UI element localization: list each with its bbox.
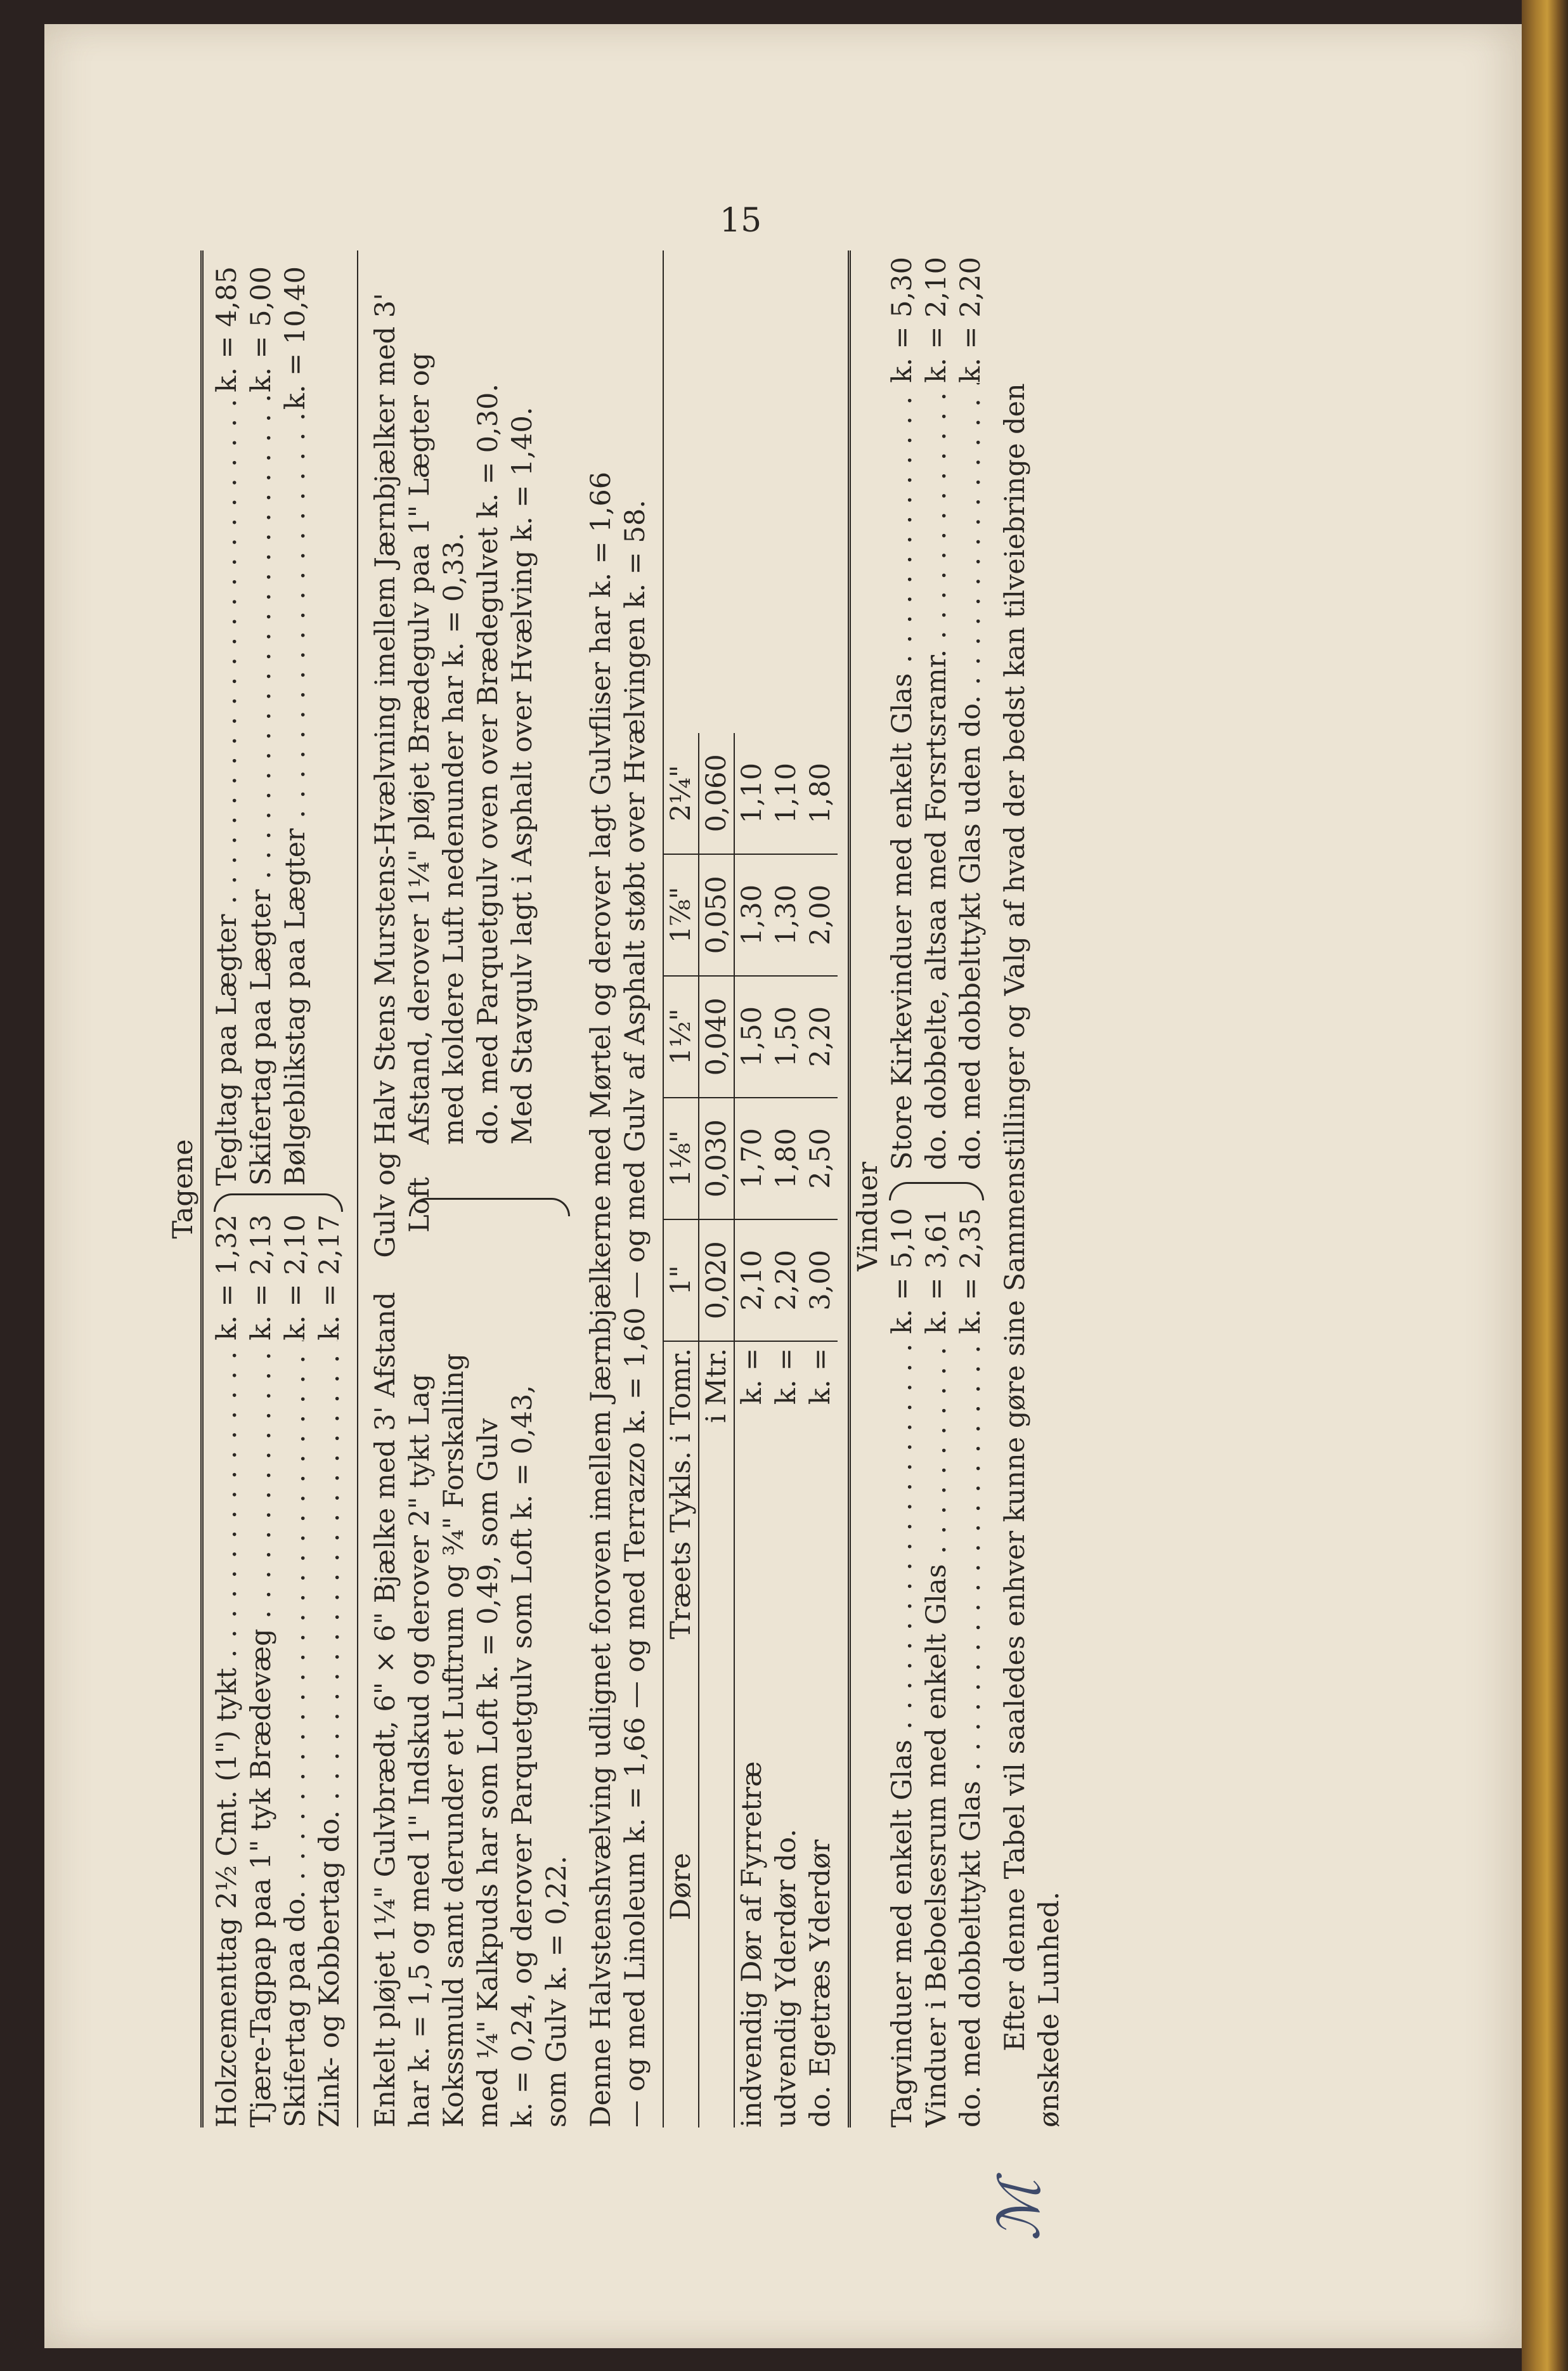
text-line: Denne Halvstenshvælving udlignet foroven imellem Jærnbjælkerne med Mørtel og derover lagt Gulvfliser har k. = 1,66 <box>585 471 617 2127</box>
section-vinduer <box>851 250 1077 2127</box>
text-line: — og med Linoleum k. = 1,66 — og med Terrazzo k. = 1,60 — og med Gulv af Asphalt støbt over Hvælvingen k. = 58. <box>619 500 651 2127</box>
text-line: 1,10 <box>769 733 803 854</box>
text-line: 1,50 <box>734 976 769 1098</box>
tagene-row <box>278 266 313 1186</box>
text-line: har k. = 1,5 og med 1" Indskud og derover 2" tykt Lag <box>404 1374 436 2127</box>
text-line: k. = 4,85 <box>211 266 243 393</box>
tagene-right-list <box>210 266 347 1186</box>
text-line: Bølgeblikstag paa Lægter <box>280 828 311 1186</box>
text-line: 1,80 <box>803 733 838 854</box>
text-line: Tagvinduer med enkelt Glas <box>886 1739 918 2127</box>
book-spine-edge <box>1522 0 1568 2371</box>
text-line: Store Kirkevinduer med enkelt Glas <box>886 673 918 1170</box>
text-line: Skifertag paa Lægter <box>245 889 277 1186</box>
text-line: k. = <box>770 1348 802 1405</box>
tagene-row <box>210 266 244 1186</box>
text-line: 2,10 <box>734 1219 769 1341</box>
gulv-title: Gulv og Loft <box>370 1152 436 1258</box>
text-line: med ¼" Kalkpuds har som Loft k. = 0,49, som Gulv <box>472 1418 504 2127</box>
page-number: 15 <box>720 202 762 240</box>
tagene-row <box>244 1214 278 2127</box>
text-line: k. = 2,17 <box>314 1214 346 1341</box>
text-line: k. = 10,40 <box>280 266 311 410</box>
tagene-title: Tagene <box>167 1139 199 1239</box>
text-line: Enkelt pløjet 1¼" Gulvbrædt, 6" × 6" Bjælke med 3' Afstand <box>370 1292 401 2127</box>
text-line: 1,10 <box>734 733 769 854</box>
text-line: 1,30 <box>734 854 769 976</box>
text-line: 0,040 <box>699 976 734 1098</box>
text-line: k. = 2,20 <box>955 257 987 383</box>
brace <box>409 1198 570 1217</box>
text-line: k. = <box>736 1348 768 1405</box>
text-line: Med Stavgulv lagt i Asphalt over Hvælving k. = 1,40. <box>507 406 538 1145</box>
text-line: indvendig Dør af Fyrretræ <box>736 1761 768 2127</box>
text-line: k. = 5,00 <box>245 266 277 393</box>
doere-title: Døre <box>664 1646 699 2127</box>
tagene-row <box>210 1214 244 2127</box>
text-line: Tjære-Tagpap paa 1" tyk Brædevæg <box>245 1628 277 2127</box>
closing-paragraph <box>988 250 1066 2127</box>
handwritten-margin-mark: ℳ <box>986 2179 1053 2241</box>
text-line: 0,030 <box>699 1098 734 1219</box>
text-line: Holzcementtag 2½ Cmt. (1") tykt <box>211 1668 243 2127</box>
text-line: do. Egetræs Yderdør <box>805 1839 836 2127</box>
text-line: k. = <box>805 1348 836 1405</box>
text-line: k. = 2,35 <box>955 1208 987 1334</box>
text-line: k. = 2,10 <box>280 1214 311 1341</box>
text-line: Tegltag paa Lægter <box>211 914 243 1186</box>
table-row <box>769 733 803 2127</box>
text-line: 0,050 <box>699 854 734 976</box>
text-line: 3,00 <box>803 1219 838 1341</box>
table-row <box>734 733 769 2127</box>
text-line: do. med dobbelttykt Glas <box>955 1781 987 2127</box>
vinduer-title: Vinduer <box>852 1162 884 1271</box>
text-line: k. = 3,61 <box>921 1208 952 1334</box>
text-line: k. = 2,13 <box>245 1214 277 1341</box>
text-line: do. dobbelte, altsaa med Forsrtsramr. <box>921 649 952 1170</box>
text-line: 1,30 <box>769 854 803 976</box>
vinduer-left-list <box>851 1208 988 2127</box>
text-line: Kokssmuld samt derunder et Luftrum og ¾" Forskalling <box>438 1353 470 2127</box>
vinduer-row <box>919 257 954 1170</box>
section-doere <box>664 250 848 2127</box>
text-line: k. = 2,10 <box>921 257 952 383</box>
gulv-right-text <box>368 257 574 1145</box>
text-line: med koldere Luft nedenunder har k. = 0,33. <box>438 532 470 1145</box>
vinduer-row <box>885 1208 919 2127</box>
vinduer-row <box>885 257 919 1170</box>
text-line: ønskede Lunhed. <box>1033 1891 1065 2127</box>
text-line: 2,20 <box>803 976 838 1098</box>
text-line: Efter denne Tabel vil saaledes enhver kunne gøre sine Sammenstillinger og Valg af hvad der bedst kan tilveiebringe den <box>999 383 1031 2051</box>
text-line: do. med dobbelttykt Glas uden do. <box>955 695 987 1170</box>
text-line: 1,70 <box>734 1098 769 1219</box>
section-gulv <box>358 250 663 2127</box>
text-line: 1½" <box>664 976 699 1098</box>
table-row <box>803 733 838 2127</box>
gulv-left-text <box>368 1265 574 2127</box>
text-line: 0,020 <box>699 1219 734 1341</box>
brace <box>214 1193 343 1212</box>
text-line: do. med Parquetgulv oven over Brædegulvet k. = 0,30. <box>472 383 504 1145</box>
text-line: som Gulv k. = 0,22. <box>541 1855 573 2127</box>
text-line: 2,20 <box>769 1219 803 1341</box>
text-line: 1" <box>664 1219 699 1341</box>
text-line: k. = 1,32 <box>211 1214 243 1341</box>
header-label: Træets Tykls. i Tomr. <box>664 1341 699 1646</box>
text-line: 1⅞" <box>664 854 699 976</box>
vinduer-row <box>919 1208 954 2127</box>
tagene-left-list <box>210 1214 347 2127</box>
text-line: Vinduer i Beboelsesrum med enkelt Glas <box>921 1564 952 2127</box>
brace <box>889 1183 984 1201</box>
text-line: 2¼" <box>664 733 699 854</box>
section-tagene <box>166 250 357 2127</box>
gulv-note <box>574 250 652 2127</box>
text-line: 2,50 <box>803 1098 838 1219</box>
text-line: Zink- og Kobbertag do. <box>314 1810 346 2127</box>
tagene-row <box>313 1214 347 2127</box>
text-line: 2,00 <box>803 854 838 976</box>
tagene-row <box>244 266 278 1186</box>
text-line: 1,50 <box>769 976 803 1098</box>
rotated-table-content <box>166 250 1282 2127</box>
vinduer-row <box>954 257 988 1170</box>
text-line: 1,80 <box>769 1098 803 1219</box>
text-line: k. = 5,10 <box>886 1208 918 1334</box>
tagene-row <box>278 1214 313 2127</box>
unit-label: i Mtr. <box>699 1341 734 1646</box>
text-line: 1⅛" <box>664 1098 699 1219</box>
text-line: k. = 5,30 <box>886 257 918 383</box>
doere-table <box>664 733 838 2127</box>
vinduer-row <box>954 1208 988 2127</box>
text-line: udvendig Yderdør do. <box>770 1828 802 2127</box>
text-line: 0,060 <box>699 733 734 854</box>
text-line: Skifertag paa do. <box>280 1890 311 2127</box>
text-line: Halv Stens Murstens-Hvælvning imellem Jærnbjælker med 3' <box>370 292 401 1145</box>
text-line: k. = 0,24, og derover Parquetgulv som Loft k. = 0,43, <box>507 1385 538 2127</box>
text-line: Afstand, derover 1¼" pløjet Brædegulv paa 1" Lægter og <box>404 352 436 1145</box>
